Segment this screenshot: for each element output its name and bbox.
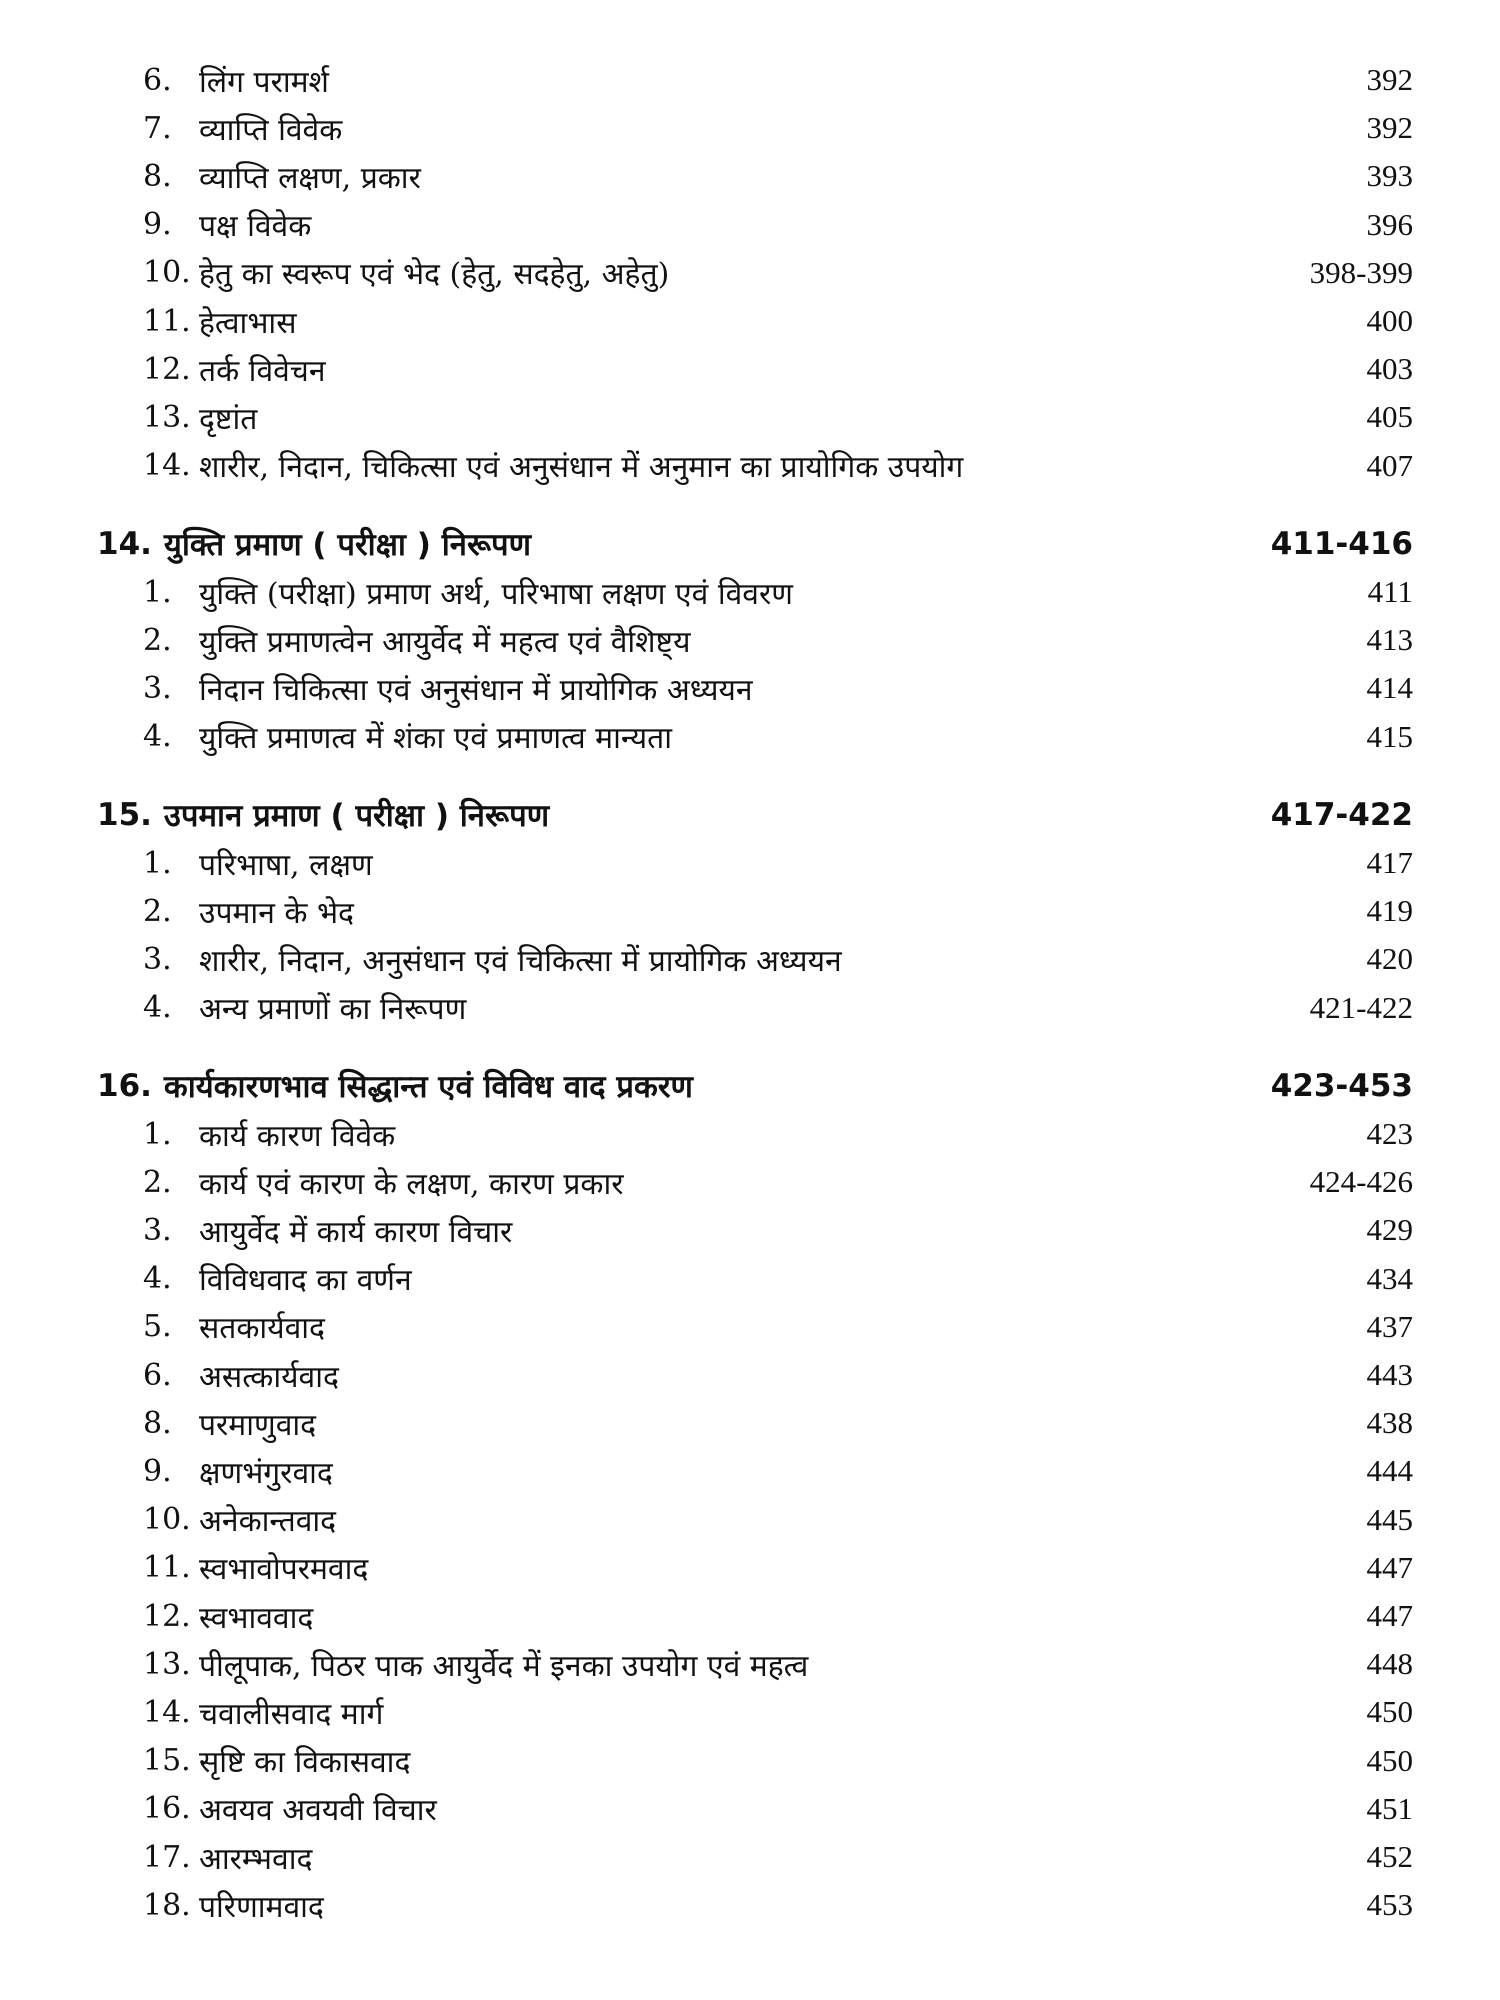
entry-title: तर्क विवेचन xyxy=(199,353,326,389)
entry-number: 1. xyxy=(143,574,172,610)
entry-title: पीलूपाक, पिठर पाक आयुर्वेद में इनका उपयोग एवं महत्व xyxy=(199,1648,809,1684)
entry-title: हेतु का स्वरूप एवं भेद (हेतु, सदहेतु, अहेतु) xyxy=(199,257,670,293)
entry-page-number: 392 xyxy=(1366,110,1413,146)
toc-entry xyxy=(143,1737,1413,1785)
toc-entry xyxy=(143,104,1413,152)
entry-page-number: 453 xyxy=(1366,1887,1413,1923)
entry-number: 11. xyxy=(143,303,191,339)
entry-page-number: 403 xyxy=(1366,351,1413,387)
toc-entry xyxy=(143,1592,1413,1640)
entry-number: 6. xyxy=(143,62,172,98)
entry-number: 2. xyxy=(143,893,172,929)
toc-entry xyxy=(143,1255,1413,1303)
entry-title: युक्ति प्रमाणत्व में शंका एवं प्रमाणत्व मान्यता xyxy=(199,721,673,757)
entry-number: 10. xyxy=(143,255,191,291)
entry-number: 3. xyxy=(143,670,172,706)
entry-title: क्षणभंगुरवाद xyxy=(199,1455,333,1491)
entry-page-number: 448 xyxy=(1366,1646,1413,1682)
entry-title: सतकार्यवाद xyxy=(199,1311,325,1347)
entry-number: 4. xyxy=(143,719,172,755)
chapter-number: 15. xyxy=(97,796,152,833)
chapter-number: 16. xyxy=(97,1067,152,1104)
toc-entry xyxy=(143,249,1413,297)
entry-page-number: 450 xyxy=(1366,1694,1413,1730)
entry-page-number: 452 xyxy=(1366,1839,1413,1874)
entry-number: 13. xyxy=(143,1646,191,1682)
entry-page-number: 444 xyxy=(1366,1453,1413,1489)
entry-title: परमाणुवाद xyxy=(199,1407,317,1443)
toc-entry xyxy=(143,1206,1413,1254)
entry-page-number: 398-399 xyxy=(1309,254,1413,290)
entry-page-number: 417 xyxy=(1366,845,1413,880)
entry-page-number: 421-422 xyxy=(1309,989,1413,1025)
toc-entry xyxy=(143,1447,1413,1495)
entry-title: व्याप्ति लक्षण, प्रकार xyxy=(199,160,421,196)
entry-page-number: 447 xyxy=(1366,1549,1413,1585)
entry-number: 1. xyxy=(143,1116,172,1152)
entry-number: 5. xyxy=(143,1309,172,1345)
entry-title: परिभाषा, लक्षण xyxy=(199,847,373,883)
entry-page-number: 451 xyxy=(1366,1790,1413,1826)
toc-entry xyxy=(143,1496,1413,1544)
entry-page-number: 419 xyxy=(1366,893,1413,929)
entry-title: स्वभाववाद xyxy=(199,1600,314,1636)
entry-number: 3. xyxy=(143,1212,172,1248)
toc-entry xyxy=(143,1303,1413,1351)
entry-page-number: 445 xyxy=(1366,1501,1413,1537)
entry-number: 11. xyxy=(143,1550,191,1586)
toc-entry xyxy=(143,887,1413,935)
toc-entry xyxy=(143,442,1413,490)
entry-page-number: 393 xyxy=(1366,158,1413,194)
entry-page-number: 413 xyxy=(1366,622,1413,658)
entry-title: चवालीसवाद मार्ग xyxy=(199,1696,384,1732)
toc-entry xyxy=(143,664,1413,712)
entry-number: 3. xyxy=(143,941,172,977)
entry-number: 14. xyxy=(143,448,191,484)
toc-entry xyxy=(143,56,1413,104)
entry-title: उपमान के भेद xyxy=(199,895,354,931)
entry-number: 7. xyxy=(143,110,172,146)
chapter-page-range: 417-422 xyxy=(1270,796,1413,833)
entry-title: स्वभावोपरमवाद xyxy=(199,1552,369,1588)
entry-title: युक्ति प्रमाणत्वेन आयुर्वेद में महत्व एवं वैशिष्ट्य xyxy=(199,624,691,660)
entry-page-number: 437 xyxy=(1366,1308,1413,1344)
toc-entry xyxy=(143,1399,1413,1447)
entry-number: 17. xyxy=(143,1839,191,1875)
toc-entry xyxy=(143,1833,1413,1881)
entry-page-number: 424-426 xyxy=(1309,1164,1413,1200)
entry-title: निदान चिकित्सा एवं अनुसंधान में प्रायोगिक अध्ययन xyxy=(199,672,753,708)
entry-number: 12. xyxy=(143,351,191,387)
entry-page-number: 414 xyxy=(1366,670,1413,706)
entry-number: 8. xyxy=(143,158,172,194)
toc-entry xyxy=(143,984,1413,1032)
entry-title: हेत्वाभास xyxy=(199,305,297,341)
entry-title: आरम्भवाद xyxy=(199,1841,313,1877)
toc-entry xyxy=(143,713,1413,761)
toc-entry xyxy=(143,1640,1413,1688)
entry-page-number: 443 xyxy=(1366,1357,1413,1392)
entry-title: शारीर, निदान, अनुसंधान एवं चिकित्सा में प्रायोगिक अध्ययन xyxy=(199,943,842,979)
entry-number: 14. xyxy=(143,1694,191,1730)
chapter-title: युक्ति प्रमाण ( परीक्षा ) निरूपण xyxy=(163,526,532,563)
entry-number: 13. xyxy=(143,399,191,435)
entry-title: लिंग परामर्श xyxy=(199,64,329,100)
entry-number: 2. xyxy=(143,622,172,658)
toc-entry xyxy=(143,297,1413,345)
entry-title: कार्य एवं कारण के लक्षण, कारण प्रकार xyxy=(199,1166,624,1202)
entry-page-number: 423 xyxy=(1366,1116,1413,1151)
chapter-page-range: 411-416 xyxy=(1270,525,1413,562)
entry-page-number: 400 xyxy=(1366,303,1413,338)
toc-entry xyxy=(143,393,1413,441)
toc-entry xyxy=(143,1544,1413,1592)
entry-number: 10. xyxy=(143,1502,191,1538)
entry-number: 15. xyxy=(143,1743,191,1779)
toc-entry xyxy=(143,568,1413,616)
entry-title: अन्य प्रमाणों का निरूपण xyxy=(199,992,467,1028)
toc-entry xyxy=(143,1158,1413,1206)
entry-page-number: 429 xyxy=(1366,1212,1413,1248)
toc-entry xyxy=(143,839,1413,887)
entry-number: 18. xyxy=(143,1887,191,1923)
toc-entry xyxy=(143,616,1413,664)
entry-page-number: 420 xyxy=(1366,941,1413,977)
toc-entry xyxy=(143,1881,1413,1929)
toc-entry xyxy=(143,152,1413,200)
entry-number: 2. xyxy=(143,1164,172,1200)
entry-number: 1. xyxy=(143,845,172,881)
entry-page-number: 415 xyxy=(1366,718,1413,754)
toc-entry xyxy=(143,935,1413,983)
entry-number: 12. xyxy=(143,1598,191,1634)
entry-number: 9. xyxy=(143,1453,172,1489)
entry-page-number: 447 xyxy=(1366,1598,1413,1633)
entry-page-number: 438 xyxy=(1366,1405,1413,1441)
entry-title: असत्कार्यवाद xyxy=(199,1359,339,1395)
entry-page-number: 434 xyxy=(1366,1260,1413,1296)
entry-title: कार्य कारण विवेक xyxy=(199,1118,396,1154)
entry-title: दृष्टांत xyxy=(199,401,258,437)
entry-number: 8. xyxy=(143,1405,172,1441)
entry-page-number: 407 xyxy=(1366,447,1413,483)
entry-page-number: 450 xyxy=(1366,1742,1413,1778)
toc-entry xyxy=(143,1351,1413,1399)
entry-title: परिणामवाद xyxy=(199,1889,324,1925)
chapter-heading xyxy=(97,520,1413,568)
entry-title: युक्ति (परीक्षा) प्रमाण अर्थ, परिभाषा लक्षण एवं विवरण xyxy=(199,576,793,612)
entry-page-number: 392 xyxy=(1366,62,1413,97)
entry-title: शारीर, निदान, चिकित्सा एवं अनुसंधान में अनुमान का प्रायोगिक उपयोग xyxy=(199,450,964,486)
entry-number: 4. xyxy=(143,990,172,1026)
entry-page-number: 405 xyxy=(1366,399,1413,435)
chapter-number: 14. xyxy=(97,525,152,562)
entry-title: पक्ष विवेक xyxy=(199,209,312,245)
chapter-heading xyxy=(97,1062,1413,1110)
entry-title: अनेकान्तवाद xyxy=(199,1504,337,1540)
entry-title: विविधवाद का वर्णन xyxy=(199,1263,412,1299)
chapter-heading xyxy=(97,791,1413,839)
toc-entry xyxy=(143,1688,1413,1736)
entry-number: 6. xyxy=(143,1357,172,1393)
entry-title: सृष्टि का विकासवाद xyxy=(199,1745,411,1781)
chapter-title: उपमान प्रमाण ( परीक्षा ) निरूपण xyxy=(163,797,550,834)
entry-title: आयुर्वेद में कार्य कारण विचार xyxy=(199,1214,513,1250)
entry-page-number: 411 xyxy=(1367,574,1413,609)
entry-number: 9. xyxy=(143,207,172,243)
toc-entry xyxy=(143,345,1413,393)
entry-number: 4. xyxy=(143,1261,172,1297)
entry-title: अवयव अवयवी विचार xyxy=(199,1793,437,1829)
chapter-page-range: 423-453 xyxy=(1270,1067,1413,1104)
toc-entry xyxy=(143,201,1413,249)
entry-title: व्याप्ति विवेक xyxy=(199,112,343,148)
toc-entry xyxy=(143,1110,1413,1158)
entry-number: 16. xyxy=(143,1791,191,1827)
entry-page-number: 396 xyxy=(1366,206,1413,242)
toc-entry xyxy=(143,1785,1413,1833)
chapter-title: कार्यकारणभाव सिद्धान्त एवं विविध वाद प्रकरण xyxy=(163,1068,693,1105)
